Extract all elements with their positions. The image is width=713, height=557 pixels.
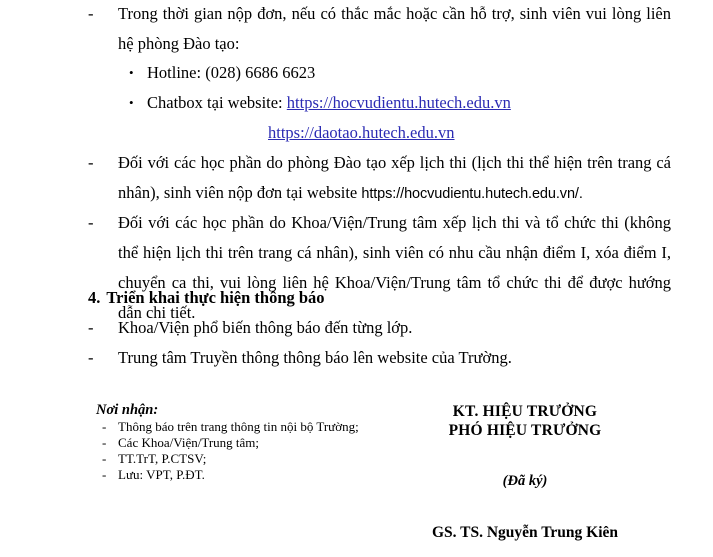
chatbox-label: Chatbox tại website: xyxy=(147,93,283,112)
paragraph-contact-intro-text: Trong thời gian nộp đơn, nếu có thắc mắc hoặc cần hỗ trợ, sinh viên vui lòng liên hệ phòng Đào tạo: xyxy=(118,4,671,53)
dash-marker: - xyxy=(88,213,94,232)
list-item xyxy=(96,419,396,435)
link-daotao[interactable]: https://daotao.hutech.edu.vn xyxy=(268,123,455,142)
list-item-chatbox xyxy=(129,88,669,118)
recipients-list xyxy=(96,419,396,483)
list-item xyxy=(96,435,396,451)
recipient-text: Lưu: VPT, P.ĐT. xyxy=(118,467,205,482)
dash-marker: - xyxy=(88,318,94,337)
link-daotao-wrapper xyxy=(268,118,713,148)
recipient-text: Các Khoa/Viện/Trung tâm; xyxy=(118,435,260,450)
dash-marker: - xyxy=(88,4,94,23)
list-item xyxy=(96,451,396,467)
paragraph-action-1 xyxy=(88,313,671,343)
recipient-text: TT.TrT, P.CTSV; xyxy=(118,451,207,466)
list-item-hotline xyxy=(129,58,669,88)
dash-marker: - xyxy=(102,435,107,450)
dash-marker: - xyxy=(102,419,107,434)
dash-marker: - xyxy=(102,467,107,482)
paragraph-action-2-text: Trung tâm Truyền thông thông báo lên website của Trường. xyxy=(118,348,512,367)
link-hocvudientu[interactable]: https://hocvudientu.hutech.edu.vn xyxy=(286,93,511,112)
signature-role-line-1: KT. HIỆU TRƯỞNG xyxy=(452,403,598,420)
dao-tao-text-before: Đối với các học phần do phòng Đào tạo xếp lịch thi (lịch thi thể hiện trên trang cá nhân), sinh viên nộp đơn tại website xyxy=(118,153,671,202)
signed-note: (Đã ký) xyxy=(502,473,548,489)
signer-name: GS. TS. Nguyễn Trung Kiên xyxy=(431,524,619,541)
signature-role-block xyxy=(380,402,670,440)
dash-marker: - xyxy=(88,348,94,367)
recipients-title: Nơi nhận: xyxy=(96,402,159,418)
list-item xyxy=(96,467,396,483)
paragraph-contact-intro xyxy=(88,0,671,59)
bullet-marker: • xyxy=(129,65,134,80)
chatbox-line xyxy=(147,88,669,118)
paragraph-action-1-text: Khoa/Viện phổ biến thông báo đến từng lớp. xyxy=(118,318,413,337)
paragraph-dao-tao-schedule-text xyxy=(118,148,671,209)
section-number: 4. xyxy=(88,288,101,307)
bullet-marker: • xyxy=(129,95,134,110)
recipient-text: Thông báo trên trang thông tin nội bộ Trường; xyxy=(118,419,359,434)
dao-tao-url-plain: https://hocvudientu.hutech.edu.vn/. xyxy=(361,186,583,202)
hotline-text: Hotline: (028) 6686 6623 xyxy=(147,63,316,82)
section-heading-4 xyxy=(88,283,325,313)
recipients-block xyxy=(96,401,396,483)
dash-marker: - xyxy=(88,153,94,172)
dash-marker: - xyxy=(102,451,107,466)
paragraph-khoa-vien-schedule-text: Đối với các học phần do Khoa/Viện/Trung tâm xếp lịch thi và tổ chức thi (không thể hiện lịch thi trên trang cá nhân), sinh viên có nhu cầu nhận điểm I, xóa điểm I, chuyển ca thi, vui lòng liên hệ Khoa/Viện/Trung tâm tổ chức thi để được hướng dẫn chi tiết. xyxy=(118,213,671,322)
signature-role-line-2: PHÓ HIỆU TRƯỞNG xyxy=(448,422,602,439)
paragraph-action-2 xyxy=(88,343,671,373)
paragraph-dao-tao-schedule xyxy=(88,148,671,209)
section-title: Triển khai thực hiện thông báo xyxy=(106,288,325,307)
link-row-daotao xyxy=(268,118,713,148)
